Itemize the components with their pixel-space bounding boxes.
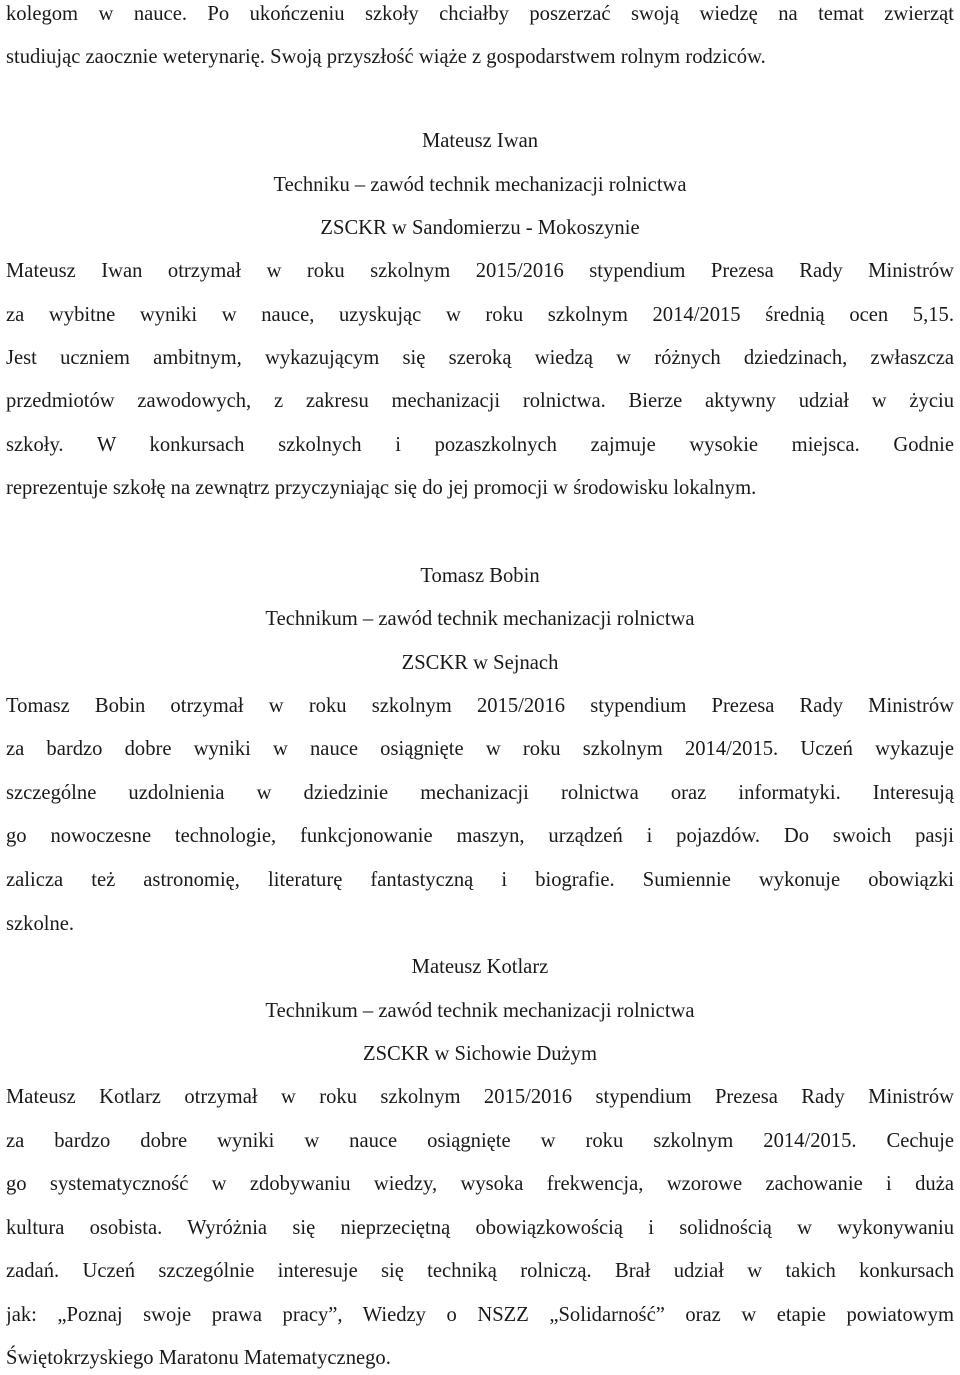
paragraph-line: kultura osobista. Wyróżnia się nieprzeciętną obowiązkowością i solidnością w wykonywaniu <box>6 1217 954 1239</box>
paragraph-line: Jest uczniem ambitnym, wykazującym się szeroką wiedzą w różnych dziedzinach, zwłaszcza <box>6 347 954 369</box>
paragraph-line: go systematyczność w zdobywaniu wiedzy, wysoka frekwencja, wzorowe zachowanie i duża <box>6 1173 954 1195</box>
paragraph-line: Mateusz Iwan otrzymał w roku szkolnym 2015/2016 stypendium Prezesa Rady Ministrów <box>6 260 954 282</box>
student-school: ZSCKR w Sichowie Dużym <box>363 1043 597 1065</box>
student-school: ZSCKR w Sejnach <box>401 652 559 674</box>
intro-line: kolegom w nauce. Po ukończeniu szkoły chciałby poszerzać swoją wiedzę na temat zwierząt <box>6 3 954 25</box>
paragraph-line: szczególne uzdolnienia w dziedzinie mechanizacji rolnictwa oraz informatyki. Interesują <box>6 782 954 804</box>
paragraph-line: za wybitne wyniki w nauce, uzyskując w roku szkolnym 2014/2015 średnią ocen 5,15. <box>6 304 954 326</box>
student-school-type: Techniku – zawód technik mechanizacji rolnictwa <box>273 174 687 196</box>
paragraph-line: Świętokrzyskiego Maratonu Matematycznego. <box>6 1347 391 1369</box>
intro-line: studiując zaocznie weterynarię. Swoją przyszłość wiąże z gospodarstwem rolnym rodziców. <box>6 46 766 68</box>
paragraph-line: reprezentuje szkołę na zewnątrz przyczyniając się do jej promocji w środowisku lokalnym. <box>6 477 757 499</box>
paragraph-line: szkolne. <box>6 913 75 935</box>
student-name: Mateusz Kotlarz <box>411 956 549 978</box>
paragraph-line: zalicza też astronomię, literaturę fantastyczną i biografie. Sumiennie wykonuje obowiązki <box>6 869 954 891</box>
paragraph-line: Tomasz Bobin otrzymał w roku szkolnym 2015/2016 stypendium Prezesa Rady Ministrów <box>6 695 954 717</box>
paragraph-line: za bardzo dobre wyniki w nauce osiągnięte w roku szkolnym 2014/2015. Cechuje <box>6 1130 954 1152</box>
paragraph-line: Mateusz Kotlarz otrzymał w roku szkolnym 2015/2016 stypendium Prezesa Rady Ministrów <box>6 1086 954 1108</box>
student-school-type: Technikum – zawód technik mechanizacji rolnictwa <box>265 1000 695 1022</box>
student-name: Mateusz Iwan <box>421 130 539 152</box>
paragraph-line: szkoły. W konkursach szkolnych i pozaszkolnych zajmuje wysokie miejsca. Godnie <box>6 434 954 456</box>
student-school-type: Technikum – zawód technik mechanizacji rolnictwa <box>265 608 695 630</box>
paragraph-line: przedmiotów zawodowych, z zakresu mechanizacji rolnictwa. Bierze aktywny udział w życiu <box>6 390 954 412</box>
paragraph-line: jak: „Poznaj swoje prawa pracy”, Wiedzy o NSZZ „Solidarność” oraz w etapie powiatowym <box>6 1304 954 1326</box>
student-school: ZSCKR w Sandomierzu - Mokoszynie <box>320 217 640 239</box>
student-name: Tomasz Bobin <box>420 565 540 587</box>
paragraph-line: za bardzo dobre wyniki w nauce osiągnięte w roku szkolnym 2014/2015. Uczeń wykazuje <box>6 738 954 760</box>
paragraph-line: zadań. Uczeń szczególnie interesuje się techniką rolniczą. Brał udział w takich konkursach <box>6 1260 954 1282</box>
paragraph-line: go nowoczesne technologie, funkcjonowanie maszyn, urządzeń i pojazdów. Do swoich pasji <box>6 825 954 847</box>
